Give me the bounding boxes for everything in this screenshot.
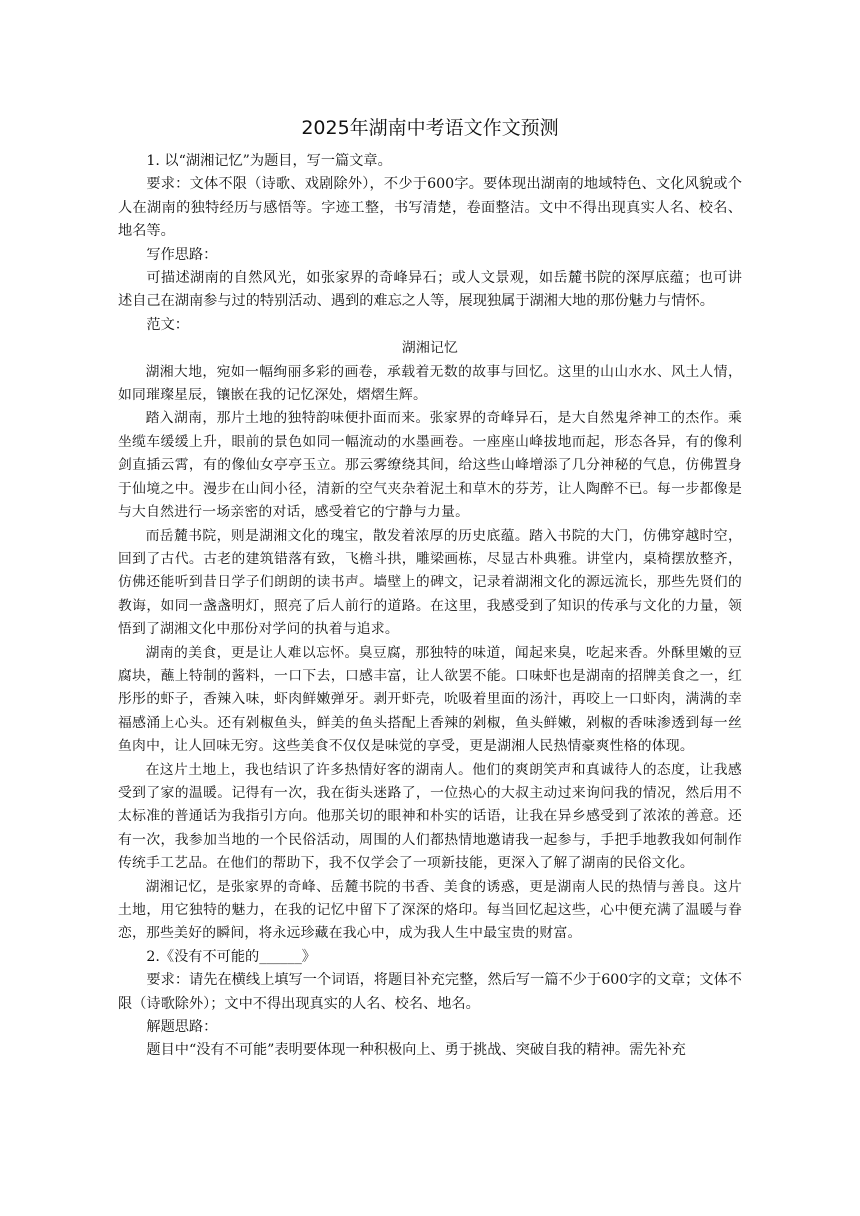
essay-paragraph: 湖南的美食，更是让人难以忘怀。臭豆腐，那独特的味道，闻起来臭，吃起来香。外酥里嫩的豆腐块，蘸上特制的酱料，一口下去，口感丰富，让人欲罢不能。口味虾也是湖南的招牌美食之一，红彤彤的虾子，香辣入味，虾肉鲜嫩弹牙。剥开虾壳，吮吸着里面的汤汁，再咬上一口虾肉，满满的幸福感涌上心头。还有剁椒鱼头，鲜美的鱼头搭配上香辣的剁椒，鱼头鲜嫩，剁椒的香味渗透到每一丝鱼肉中，让人回味无穷。这些美食不仅仅是味觉的享受，更是湖湘人民热情豪爽性格的体现。: [118, 644, 742, 755]
question-2-requirements: 要求：请先在横线上填写一个词语，将题目补充完整，然后写一篇不少于600字的文章；文体不限（诗歌除外）；文中不得出现真实的人名、校名、地名。: [118, 972, 742, 1012]
essay-paragraph: 踏入湖南，那片土地的独特韵味便扑面而来。张家界的奇峰异石，是大自然鬼斧神工的杰作。乘坐缆车缓缓上升，眼前的景色如同一幅流动的水墨画卷。一座座山峰拔地而起，形态各异，有的像利剑直插云霄，有的像仙女亭亭玉立。那云雾缭绕其间，给这些山峰增添了几分神秘的气息，仿佛置身于仙境之中。漫步在山间小径，清新的空气夹杂着泥土和草木的芬芳，让人陶醉不已。每一步都像是与大自然进行一场亲密的对话，感受着它的宁静与力量。: [118, 410, 742, 521]
question-1-prompt: 1. 以“湖湘记忆”为题目，写一篇文章。: [146, 153, 392, 169]
essay-paragraph: 湖湘记忆，是张家界的奇峰、岳麓书院的书香、美食的诱惑，更是湖南人民的热情与善良。这片土地，用它独特的魅力，在我的记忆中留下了深深的烙印。每当回忆起这些，心中便充满了温暖与眷恋，那些美好的瞬间，将永远珍藏在我心中，成为我人生中最宝贵的财富。: [118, 878, 742, 942]
question-1-approach: 可描述湖南的自然风光，如张家界的奇峰异石；或人文景观，如岳麓书院的深厚底蕴；也可讲述自己在湖南参与过的特别活动、遇到的难忘之人等，展现独属于湖湘大地的那份魅力与情怀。: [118, 270, 742, 310]
question-1-approach-label: 写作思路：: [146, 246, 218, 263]
question-2-approach: 题目中“没有不可能”表明要体现一种积极向上、勇于挑战、突破自我的精神。需先补充: [146, 1042, 686, 1059]
essay-title: 湖湘记忆: [401, 340, 459, 357]
essay-paragraph: 而岳麓书院，则是湖湘文化的瑰宝，散发着浓厚的历史底蕴。踏入书院的大门，仿佛穿越时空，回到了古代。古老的建筑错落有致，飞檐斗拱，雕梁画栋，尽显古朴典雅。讲堂内，桌椅摆放整齐，仿佛还能听到昔日学子们朗朗的读书声。墙壁上的碑文，记录着湖湘文化的源远流长，那些先贤们的教诲，如同一盏盏明灯，照亮了后人前行的道路。在这里，我感受到了知识的传承与文化的力量，领悟到了湖湘文化中那份对学问的执着与追求。: [118, 527, 742, 638]
essay-paragraph: 在这片土地上，我也结识了许多热情好客的湖南人。他们的爽朗笑声和真诚待人的态度，让我感受到了家的温暖。记得有一次，我在街头迷路了，一位热心的大叔主动过来询问我的情况，然后用不太标准的普通话为我指引方向。他那关切的眼神和朴实的话语，让我在异乡感受到了浓浓的善意。还有一次，我参加当地的一个民俗活动，周围的人们都热情地邀请我一起参与，手把手地教我如何制作传统手工艺品。在他们的帮助下，我不仅学会了一项新技能，更深入了解了湖南的民俗文化。: [118, 761, 742, 872]
question-1-sample-label: 范文：: [146, 316, 189, 333]
question-2-approach-label: 解题思路：: [146, 1019, 218, 1036]
question-2-prompt: 2.《没有不可能的______》: [146, 948, 316, 965]
document-body: [118, 150, 742, 1063]
question-1-requirements: 要求：文体不限（诗歌、戏剧除外），不少于600字。要体现出湖南的地域特色、文化风貌或个人在湖南的独特经历与感悟等。字迹工整，书写清楚，卷面整洁。文中不得出现真实人名、校名、地名等。: [118, 176, 742, 240]
essay-paragraph: 湖湘大地，宛如一幅绚丽多彩的画卷，承载着无数的故事与回忆。这里的山山水水、风土人情，如同璀璨星辰，镶嵌在我的记忆深处，熠熠生辉。: [118, 363, 742, 404]
document-title: 2025年湖南中考语文作文预测: [301, 117, 559, 139]
